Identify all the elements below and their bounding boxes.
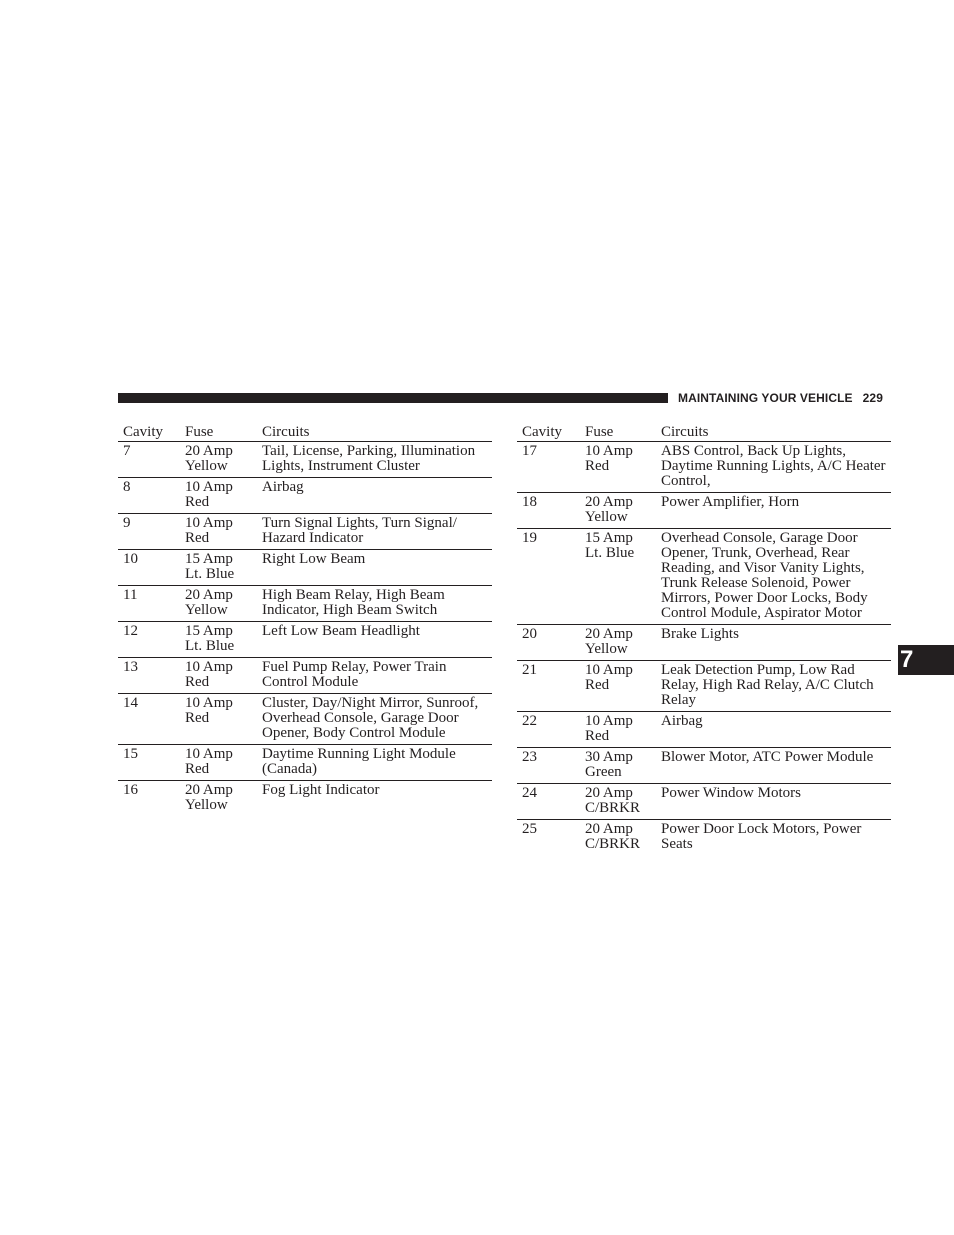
fuse-color: Red: [585, 677, 610, 693]
fuse-cell: [580, 712, 656, 748]
circuits-cell: Fog Light Indicator: [262, 782, 380, 798]
fuse-cell: [580, 493, 656, 529]
cavity-cell: 7: [118, 442, 180, 478]
column-header-cavity: Cavity: [118, 424, 180, 442]
fuse-table-right: [517, 424, 891, 855]
fuse-amperage: 10 Amp: [185, 746, 233, 762]
fuse-cell: [580, 784, 656, 820]
fuse-color: Yellow: [185, 602, 228, 618]
fuse-color: Red: [185, 530, 210, 546]
fuse-cell: [180, 694, 257, 745]
fuse-amperage: 30 Amp: [585, 749, 633, 765]
header-rule: [118, 393, 668, 403]
circuits-cell: Daytime Running Light Module (Canada): [257, 745, 492, 781]
fuse-amperage: 20 Amp: [185, 443, 233, 459]
circuits-cell: Blower Motor, ATC Power Module: [656, 748, 891, 784]
fuse-amperage: 10 Amp: [185, 695, 233, 711]
fuse-table-right-body: [517, 442, 891, 856]
table-row: [517, 748, 891, 784]
fuse-color: Lt. Blue: [185, 638, 235, 654]
table-row: [517, 625, 891, 661]
table-row: [517, 493, 891, 529]
column-header-fuse: Fuse: [180, 424, 257, 442]
cavity-cell: 19: [517, 529, 580, 625]
circuits-cell: ABS Control, Back Up Lights, Daytime Running Lights, A/C Heater Control,: [656, 442, 891, 493]
table-row: [118, 442, 492, 478]
fuse-cell: [580, 820, 656, 856]
cavity-cell: 13: [118, 658, 180, 694]
fuse-cell: [180, 514, 257, 550]
table-row: [118, 694, 492, 745]
table-row: [118, 745, 492, 781]
fuse-color: Lt. Blue: [185, 566, 235, 582]
table-row: [517, 712, 891, 748]
fuse-cell: [180, 478, 257, 514]
cavity-cell: 18: [517, 493, 580, 529]
fuse-amperage: 15 Amp: [585, 530, 633, 546]
cavity-cell: 20: [517, 625, 580, 661]
table-header-row: [118, 424, 492, 442]
fuse-amperage: 10 Amp: [185, 479, 233, 495]
page-number: 229: [862, 391, 883, 405]
fuse-amperage: 20 Amp: [185, 587, 233, 603]
circuits-cell: Left Low Beam Headlight: [257, 622, 492, 658]
circuits-cell: Leak Detection Pump, Low Rad Relay, High Rad Relay, A/C Clutch Relay: [656, 661, 891, 712]
fuse-table-left-body: [118, 442, 492, 817]
table-row: [118, 781, 492, 817]
fuse-amperage: 15 Amp: [185, 551, 233, 567]
table-row: [118, 514, 492, 550]
fuse-cell: [180, 622, 257, 658]
fuse-color: Red: [585, 458, 610, 474]
fuse-amperage: 10 Amp: [585, 443, 633, 459]
circuits-cell: Brake Lights: [656, 625, 891, 661]
fuse-amperage: 15 Amp: [185, 623, 233, 639]
circuits-cell: Cluster, Day/Night Mirror, Sunroof, Overhead Console, Garage Door Opener, Body Control Module: [257, 694, 492, 745]
fuse-amperage: 20 Amp: [185, 782, 233, 798]
fuse-cell: [180, 586, 257, 622]
cavity-cell: 25: [522, 821, 537, 837]
table-row: [517, 529, 891, 625]
table-row: [118, 622, 492, 658]
fuse-amperage: 20 Amp: [585, 626, 633, 642]
cavity-cell: 11: [118, 586, 180, 622]
section-title: MAINTAINING YOUR VEHICLE: [678, 391, 853, 405]
fuse-color: Yellow: [585, 641, 628, 657]
fuse-cell: [580, 748, 656, 784]
cavity-cell: 22: [517, 712, 580, 748]
fuse-cell: [580, 661, 656, 712]
fuse-color: Red: [185, 494, 210, 510]
fuse-cell: [180, 781, 257, 817]
fuse-cell: [580, 529, 656, 625]
table-row: [517, 820, 891, 856]
table-row: [517, 784, 891, 820]
circuits-cell: Tail, License, Parking, Illumination Lights, Instrument Cluster: [257, 442, 492, 478]
cavity-cell: 14: [118, 694, 180, 745]
fuse-cell: [180, 745, 257, 781]
fuse-color: C/BRKR: [585, 836, 641, 852]
table-header-row: [517, 424, 891, 442]
fuse-amperage: 10 Amp: [185, 659, 233, 675]
circuits-cell: Power Amplifier, Horn: [656, 493, 891, 529]
circuits-cell: High Beam Relay, High Beam Indicator, High Beam Switch: [257, 586, 492, 622]
column-header-circuits: Circuits: [257, 424, 492, 442]
fuse-color: Green: [585, 764, 622, 780]
circuits-cell: Overhead Console, Garage Door Opener, Trunk, Overhead, Rear Reading, and Visor Vanity Lights, Trunk Release Solenoid, Power Mirrors, Power Door Locks, Body Control Module, Aspirator Motor: [656, 529, 891, 625]
circuits-cell: Power Door Lock Motors, Power Seats: [661, 821, 862, 852]
circuits-cell: Right Low Beam: [257, 550, 492, 586]
fuse-cell: [180, 442, 257, 478]
fuse-color: Red: [185, 674, 210, 690]
fuse-table-left: [118, 424, 492, 816]
fuse-cell: [580, 625, 656, 661]
cavity-cell: 16: [123, 782, 138, 798]
cavity-cell: 21: [517, 661, 580, 712]
table-row: [118, 658, 492, 694]
circuits-cell: Power Window Motors: [656, 784, 891, 820]
fuse-cell: [580, 442, 656, 493]
cavity-cell: 17: [517, 442, 580, 493]
circuits-cell: Fuel Pump Relay, Power Train Control Module: [257, 658, 492, 694]
chapter-tab: 7: [898, 645, 954, 675]
fuse-amperage: 10 Amp: [585, 662, 633, 678]
fuse-color: Yellow: [185, 458, 228, 474]
cavity-cell: 10: [118, 550, 180, 586]
running-header: [678, 390, 892, 406]
circuits-cell: Turn Signal Lights, Turn Signal/ Hazard Indicator: [257, 514, 492, 550]
table-row: [517, 442, 891, 493]
cavity-cell: 8: [118, 478, 180, 514]
fuse-color: Red: [185, 710, 210, 726]
fuse-color: Yellow: [185, 797, 228, 813]
cavity-cell: 24: [517, 784, 580, 820]
cavity-cell: 12: [118, 622, 180, 658]
table-row: [118, 550, 492, 586]
table-row: [118, 478, 492, 514]
table-row: [517, 661, 891, 712]
fuse-amperage: 20 Amp: [585, 821, 633, 837]
cavity-cell: 23: [517, 748, 580, 784]
column-header-cavity: Cavity: [517, 424, 580, 442]
cavity-cell: 15: [118, 745, 180, 781]
fuse-color: Red: [185, 761, 210, 777]
fuse-cell: [180, 658, 257, 694]
column-header-fuse: Fuse: [580, 424, 656, 442]
circuits-cell: Airbag: [257, 478, 492, 514]
table-row: [118, 586, 492, 622]
fuse-color: C/BRKR: [585, 800, 641, 816]
fuse-amperage: 20 Amp: [585, 785, 633, 801]
cavity-cell: 9: [118, 514, 180, 550]
fuse-color: Red: [585, 728, 610, 744]
fuse-color: Yellow: [585, 509, 628, 525]
circuits-cell: Airbag: [656, 712, 891, 748]
column-header-circuits: Circuits: [656, 424, 891, 442]
fuse-amperage: 10 Amp: [585, 713, 633, 729]
fuse-color: Lt. Blue: [585, 545, 635, 561]
fuse-amperage: 10 Amp: [185, 515, 233, 531]
fuse-amperage: 20 Amp: [585, 494, 633, 510]
fuse-cell: [180, 550, 257, 586]
